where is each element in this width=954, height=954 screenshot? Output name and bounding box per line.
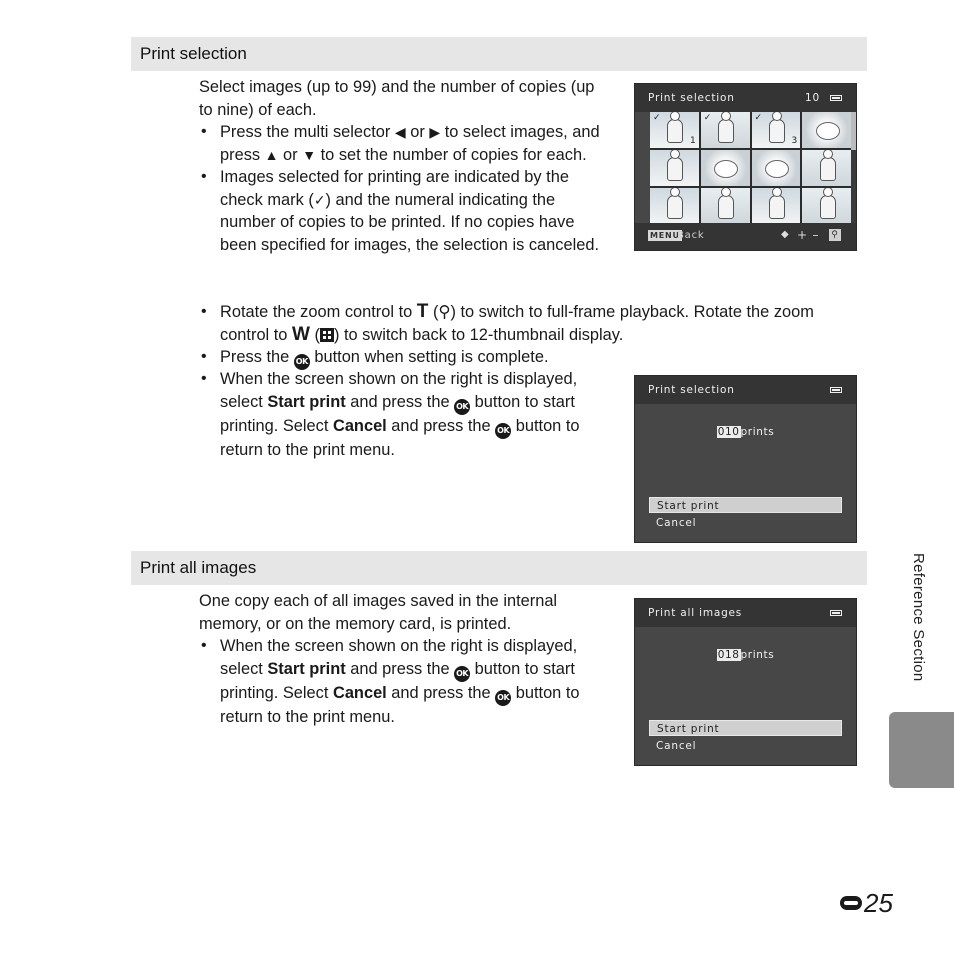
flower-icon bbox=[765, 160, 789, 178]
section-header-print-selection bbox=[131, 37, 867, 71]
person-figure-icon bbox=[718, 119, 734, 143]
print-all-text bbox=[199, 590, 604, 728]
list-item: • When the screen shown on the right is displayed, select Start print and press the OK button to start printing. Select Cancel and press the OK button to return to the print menu. bbox=[199, 368, 604, 461]
screen-header bbox=[635, 376, 856, 404]
list-item: • Rotate the zoom control to T (⚲) to switch to full-frame playback. Rotate the zoom control to W ( ) to switch back to 12-thumbnail display. bbox=[199, 301, 839, 346]
person-figure-icon bbox=[718, 195, 734, 219]
camera-screen-thumbnails bbox=[634, 83, 857, 251]
thumbnail[interactable] bbox=[701, 150, 750, 186]
list-item: • Press the OK button when setting is complete. bbox=[199, 346, 839, 370]
person-figure-icon bbox=[820, 157, 836, 181]
person-figure-icon bbox=[769, 119, 785, 143]
thumbnail[interactable]: ✓ 1 bbox=[650, 112, 699, 148]
check-mark-icon: ✓ bbox=[313, 191, 326, 208]
wide-zoom-icon: W bbox=[291, 323, 310, 345]
start-print-option[interactable]: Start print bbox=[649, 497, 842, 513]
selection-count: 10 bbox=[805, 92, 820, 104]
list-item: • When the screen shown on the right is displayed, select Start print and press the OK button to start printing. Select Cancel and press the OK button to return to the print menu. bbox=[199, 635, 604, 728]
thumbnail[interactable] bbox=[752, 150, 801, 186]
prints-unit: prints bbox=[740, 649, 775, 661]
flower-icon bbox=[816, 122, 840, 140]
page-number: 25 bbox=[840, 888, 893, 919]
section-tab-marker bbox=[889, 712, 954, 788]
print-count: 010 bbox=[717, 426, 740, 438]
list-item: • Images selected for printing are indicated by the check mark (✓) and the numeral indicating the number of copies to be printed. If no copies have been specified for images, the selection is canceled. bbox=[199, 166, 604, 256]
screen-footer bbox=[635, 223, 856, 250]
check-mark-icon: ✓ bbox=[754, 113, 763, 123]
screen-header bbox=[635, 599, 856, 627]
section-header-print-all-images bbox=[131, 551, 867, 585]
screen-title: Print selection bbox=[648, 92, 735, 104]
ok-button-icon: OK bbox=[454, 666, 470, 682]
thumbnail[interactable] bbox=[650, 150, 699, 186]
cancel-option[interactable]: Cancel bbox=[656, 740, 697, 752]
battery-icon bbox=[830, 387, 842, 393]
check-mark-icon: ✓ bbox=[653, 113, 661, 123]
menu-button-icon: MENU bbox=[650, 231, 680, 240]
thumbnail[interactable] bbox=[650, 188, 699, 224]
magnify-icon: ⚲ bbox=[438, 303, 451, 321]
section-title: Print selection bbox=[140, 44, 247, 63]
multi-selector-down-icon: ▼ bbox=[302, 146, 317, 163]
ok-button-icon: OK bbox=[294, 354, 310, 370]
battery-icon bbox=[830, 610, 842, 616]
screen-body bbox=[645, 404, 846, 534]
intro-text: Select images (up to 99) and the number of copies (up to nine) of each. bbox=[199, 78, 595, 119]
reference-section-label: Reference Section bbox=[910, 553, 927, 682]
list-item: • Press the multi selector ◀ or ▶ to select images, and press ▲ or ▼ to set the number of copies for each. bbox=[199, 121, 604, 166]
thumbnail[interactable]: ✓ 3 bbox=[752, 112, 801, 148]
magnify-icon: ⚲ bbox=[829, 229, 841, 241]
multi-selector-right-icon: ▶ bbox=[429, 124, 441, 140]
person-figure-icon bbox=[667, 157, 683, 181]
ok-button-icon: OK bbox=[454, 399, 470, 415]
screen-body bbox=[645, 627, 846, 757]
prints-unit: prints bbox=[740, 426, 775, 438]
thumbnail[interactable] bbox=[752, 188, 801, 224]
thumbnail[interactable] bbox=[701, 188, 750, 224]
screen-title: Print selection bbox=[648, 384, 735, 396]
plus-minus-icon: + – bbox=[797, 228, 820, 242]
bullet-list bbox=[199, 121, 604, 256]
thumbnail[interactable] bbox=[802, 112, 851, 148]
person-figure-icon bbox=[820, 195, 836, 219]
person-figure-icon bbox=[667, 119, 683, 143]
start-print-option[interactable]: Start print bbox=[649, 720, 842, 736]
print-selection-text-end bbox=[199, 368, 604, 461]
up-down-icon: ◆ bbox=[781, 229, 790, 240]
section-title: Print all images bbox=[140, 558, 257, 577]
thumbnail[interactable] bbox=[802, 150, 851, 186]
print-count: 018 bbox=[717, 649, 740, 661]
prints-readout bbox=[645, 649, 846, 661]
ok-button-icon: OK bbox=[495, 690, 511, 706]
camera-screen-print-selection bbox=[634, 375, 857, 543]
screen-title: Print all images bbox=[648, 607, 743, 619]
print-selection-text bbox=[199, 76, 604, 256]
thumbnail[interactable] bbox=[802, 188, 851, 224]
multi-selector-up-icon: ▲ bbox=[264, 146, 279, 163]
camera-screen-print-all bbox=[634, 598, 857, 766]
intro-text: One copy each of all images saved in the internal memory, or on the memory card, is printed. bbox=[199, 592, 558, 633]
prints-readout bbox=[645, 426, 846, 438]
bullet-list bbox=[199, 368, 604, 461]
thumbnail[interactable] bbox=[701, 112, 750, 148]
print-selection-text-cont bbox=[199, 301, 839, 370]
flower-icon bbox=[714, 160, 738, 178]
thumbnail-grid bbox=[650, 112, 851, 224]
bullet-list bbox=[199, 635, 604, 728]
person-figure-icon bbox=[769, 195, 785, 219]
bullet-list bbox=[199, 301, 839, 370]
cancel-option[interactable]: Cancel bbox=[656, 517, 697, 529]
back-label: Back bbox=[677, 230, 705, 241]
tele-zoom-icon: T bbox=[416, 301, 429, 322]
multi-selector-left-icon: ◀ bbox=[394, 124, 406, 140]
scrollbar[interactable] bbox=[851, 112, 856, 224]
screen-header bbox=[635, 84, 856, 112]
check-mark-icon: ✓ bbox=[703, 113, 712, 123]
ok-button-icon: OK bbox=[495, 423, 511, 439]
battery-icon bbox=[830, 95, 842, 101]
scroll-thumb[interactable] bbox=[851, 112, 856, 150]
thumbnail-display-icon bbox=[320, 328, 334, 342]
reference-section-icon bbox=[840, 896, 862, 910]
person-figure-icon bbox=[667, 195, 683, 219]
